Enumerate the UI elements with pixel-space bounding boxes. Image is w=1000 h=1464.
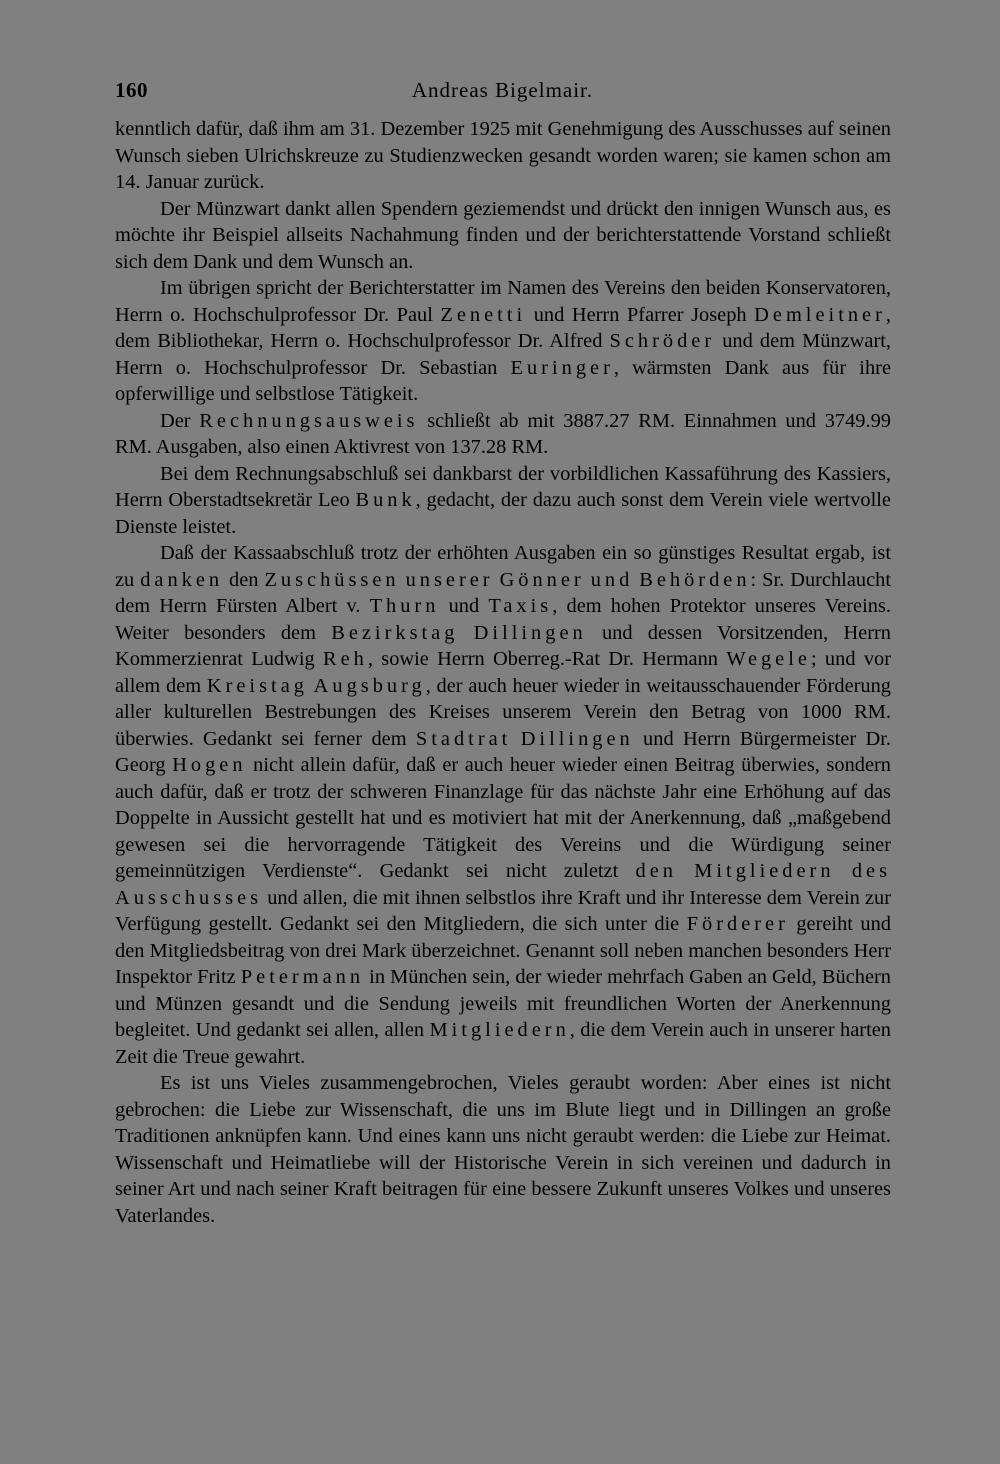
spaced-emphasis: Mitgliedern [694,860,835,882]
text-run [511,728,520,750]
spaced-emphasis: Petermann [240,966,365,988]
text-run: , dem hohen Protektor unseres Vereins. Weiter besonders dem [115,595,891,644]
text-run: , gedacht, der dazu auch sonst dem Verein viele wertvolle Dienste leistet. [115,489,891,538]
text-run: , der auch heuer wieder in weitausschauender Förderung aller kulturellen Bestrebungen des Kreises unserem Verein den Betrag von 1000 RM. überwies. Gedankt sei ferner dem [115,674,892,750]
text-run [458,622,473,644]
spaced-emphasis: Schröder [609,330,716,352]
spaced-emphasis: Kreistag [206,674,308,697]
text-run: Es ist uns Vieles zusammengebrochen, Vieles geraubt worden: Aber eines ist nicht gebrochen: die Liebe zur Wissenschaft, die uns im Blute liegt und in Dillingen an große Traditionen anknüpfen kann. Und eines kann uns nicht geraubt werden: die Liebe zur Heimat. Wissenschaft und Heimatliebe will der Historische Verein in sich vereinen und dadurch in seiner Art und nach seiner Kraft beitragen für eine bessere Zukunft unseres Volkes und unseres Vaterlandes. [115,1072,891,1227]
spaced-emphasis: den [635,860,677,882]
spaced-emphasis: Bunk [355,489,416,511]
page-number: 160 [115,78,148,102]
spaced-emphasis: Demleitner [754,303,886,326]
spaced-emphasis: Zuschüssen [264,568,400,591]
text-run [835,860,852,882]
spaced-emphasis: Rechnungsausweis [199,409,419,432]
running-head: Andreas Bigelmair. [411,78,594,102]
spaced-emphasis: Förderer [686,913,789,935]
paragraph [115,540,891,1070]
spaced-emphasis: Hogen [172,754,247,776]
text-run: in München sein, der wieder mehrfach Gaben an Geld, Büchern und Münzen gesandt und die Sendung jeweils mit freundlichen Worten der Anerkennung begleitet. Und gedankt sei allen, allen [115,966,891,1041]
text-run: , dem Bibliothekar, Herrn o. Hochschulprofessor Dr. Alfred [115,303,891,352]
page-header [115,78,890,108]
text-run: Bei dem Rechnungsabschluß sei dankbarst der vorbildlichen Kassaführung des Kassiers, Herrn Oberstadtsekretär Leo [115,462,891,511]
paragraph [115,1070,891,1229]
paragraph [115,461,891,541]
text-run: und dessen Vorsitzenden, Herrn Kommerzienrat Ludwig [115,621,891,670]
spaced-emphasis: Mitgliedern [429,1019,570,1041]
spaced-emphasis: unserer [405,568,494,591]
paragraph [115,196,891,276]
text-run: , sowie Herrn Oberreg.-Rat Dr. Hermann [367,648,727,670]
spaced-emphasis: Augsburg [313,674,426,697]
text-run: und allen, die mit ihnen selbstlos ihre Kraft und ihr Interesse dem Verein zur Verfügung gestellt. Gedankt sei den Mitgliedern, die sich unter die [115,886,891,935]
spaced-emphasis: Dillingen [473,621,587,644]
spaced-emphasis: Ausschusses [115,886,263,909]
text-run: Daß der Kassaabschluß trotz der erhöhten Ausgaben ein so günstiges Resultat ergab, ist zu [115,542,891,591]
spaced-emphasis: Zenetti [440,303,527,326]
spaced-emphasis: Taxis [488,595,553,617]
text-run: Der [160,409,200,432]
body-text [115,116,891,1229]
text-run: gereiht und den Mitgliedsbeitrag von drei Mark überzeichnet. Genannt soll neben manchen besonders Herr Inspektor Fritz [115,913,891,988]
text-run: schließt ab mit 3887.27 RM. Einnahmen und 3749.99 RM. Ausgaben, also einen Aktivrest von 137.28 RM. [115,409,891,458]
text-run: : Sr. Durchlaucht dem Herrn Fürsten Albert v. [115,568,891,617]
paragraph [115,116,891,196]
spaced-emphasis: danken [140,568,224,591]
spaced-emphasis: Dillingen [520,727,634,750]
text-run: ; und vor allem dem [115,648,892,697]
text-run: den [223,568,265,591]
spaced-emphasis: Euringer [510,356,614,379]
text-run: und Herrn Pfarrer Joseph [526,303,755,326]
text-run: kenntlich dafür, daß ihm am 31. Dezember 1925 mit Genehmigung des Ausschusses auf seinen Wunsch sieben Ulrichskreuze zu Studienzwecken gesandt worden waren; sie kamen schon am 14. Januar zurück. [115,118,891,193]
text-run: Der Münzwart dankt allen Spendern geziemendst und drückt den innigen Wunsch aus, es möchte ihr Beispiel allseits Nachahmung finden und der berichterstattende Vorstand schließt sich dem Dank und dem Wunsch an. [115,197,891,273]
paragraph [115,408,891,461]
spaced-emphasis: und [590,568,634,591]
spaced-emphasis: Bezirkstag [331,621,459,644]
spaced-emphasis: Reh [323,648,368,670]
text-run: und [439,595,489,617]
spaced-emphasis: Thurn [369,595,440,617]
text-run: und dem Münzwart, Herrn o. Hochschulprofessor Dr. Sebastian [115,330,892,379]
text-run: nicht allein dafür, daß er auch heuer wieder einen Beitrag überwies, sondern auch dafür, daß er trotz der schweren Finanzlage für das nächste Jahr eine Erhöhung auf das Doppelte in Aussicht gestellt hat und es motiviert hat mit der Anerkennung, daß „maßgebend gewesen sei die hervorragende Tätigkeit des Vereins und die Würdigung seiner gemeinnützigen Verdienste“. Gedankt sei nicht zuletzt [115,754,891,882]
spaced-emphasis: Gönner [499,568,585,591]
spaced-emphasis: Behörden [639,568,751,591]
text-run: und Herrn Bürgermeister Dr. Georg [115,727,891,776]
spaced-emphasis: Wegele [726,648,811,670]
spaced-emphasis: Stadtrat [415,727,512,750]
spaced-emphasis: des [851,860,892,882]
text-run: , wärmsten Dank aus für ihre opferwillige und selbstlose Tätigkeit. [115,356,891,405]
text-run [677,860,694,882]
paragraph [115,275,891,408]
text-run: Im übrigen spricht der Berichterstatter im Namen des Vereins den beiden Konservatoren, Herrn o. Hochschulprofessor Dr. Paul [115,277,891,326]
text-run: , die dem Verein auch in unserer harten Zeit die Treue gewahrt. [115,1019,891,1068]
